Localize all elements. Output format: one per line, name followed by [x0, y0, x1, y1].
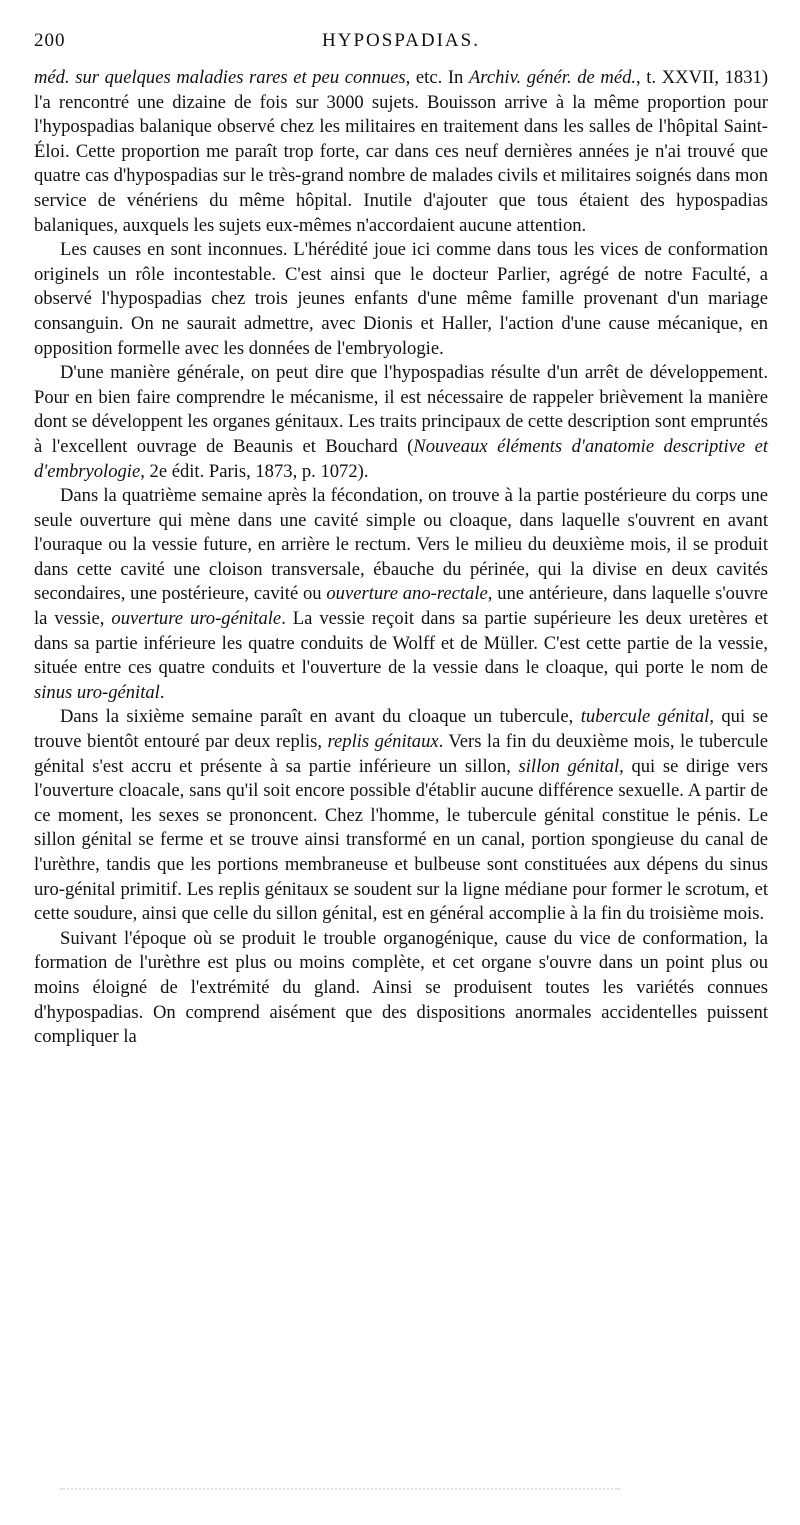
paragraph	[34, 238, 768, 361]
italic-text: ouverture uro-génitale	[111, 608, 282, 630]
text-run: , une antérieure, dans laquelle s'ouvre la vessie,	[34, 583, 769, 630]
italic-text: Nouveaux éléments d'anatomie descriptive et d'embryologie	[34, 435, 768, 482]
paragraph	[34, 361, 768, 484]
paragraph	[34, 66, 768, 238]
paragraph	[34, 927, 768, 1050]
page-number: 200	[34, 30, 66, 51]
text-run: Suivant l'époque où se produit le trouble organogénique, cause du vice de conformation, la formation de l'urèthre est plus ou moins complète, et cet organe s'ouvre dans un point plus ou moins éloigné de l'extrémité du gland. Ainsi se produisent toutes les variétés connues d'hypospadias. On comprend aisément que des dispositions anormales accidentelles puissent compliquer la	[34, 927, 768, 1048]
bleed-through-marks	[60, 1488, 620, 1494]
italic-text: tubercule génital	[580, 706, 710, 728]
text-run: , qui se dirige vers l'ouverture cloacale, sans qu'il soit encore possible d'établir aucune différence sexuelle. A partir de ce moment, les sexes se prononcent. Chez l'homme, le tubercule génital constitue le pénis. Le sillon génital se ferme et se trouve ainsi transformé en un canal, portion spongieuse du canal de l'urèthre, tandis que les portions membraneuse et bulbeuse sont constituées aux dépens du sinus uro-génital primitif. Les replis génitaux se soudent sur la ligne médiane pour former le scrotum, et cette soudure, ainsi que celle du sillon génital, est en général accomplie à la fin du troisième mois.	[34, 755, 768, 925]
text-run: . Vers la fin du deuxième mois, le tubercule génital s'est accru et présente à sa partie inférieure un sillon,	[34, 731, 768, 777]
text-run: D'une manière générale, on peut dire que l'hypospadias résulte d'un arrêt de développement. Pour en bien faire comprendre le mécanisme, il est nécessaire de rappeler brièvement la manière dont se développent les organes génitaux. Les traits principaux de cette description sont empruntés à l'excellent ouvrage de Beaunis et Bouchard (	[34, 362, 768, 457]
text-run: . La vessie reçoit dans sa partie supérieure les deux uretères et dans sa partie inférieure les quatre conduits de Wolff et de Müller. C'est cette partie de la vessie, située entre ces quatre conduits et l'ouverture de la vessie dans le cloaque, qui porte le nom de	[34, 608, 768, 679]
text-run: Dans la sixième semaine paraît en avant du cloaque un tubercule,	[60, 706, 581, 728]
paragraph	[34, 705, 768, 926]
italic-text: ouverture ano-rectale	[326, 583, 488, 605]
italic-text: méd. sur quelques maladies rares et peu connues	[34, 67, 406, 88]
text-run: , 2e édit. Paris, 1873, p. 1072).	[140, 460, 369, 482]
italic-text: Archiv. génér. de méd.	[468, 67, 637, 88]
italic-text: replis génitaux	[327, 731, 439, 753]
running-title: HYPOSPADIAS.	[322, 30, 480, 51]
text-run: Les causes en sont inconnues. L'hérédité joue ici comme dans tous les vices de conformation originels un rôle incontestable. C'est ainsi que le docteur Parlier, agrégé de notre Faculté, a observé l'hypospadias chez trois jeunes enfants d'une même famille provenant d'un mariage consanguin. On ne saurait admettre, avec Dionis et Haller, l'action d'une cause mécanique, en opposition formelle avec les données de l'embryologie.	[34, 239, 768, 359]
book-page	[34, 30, 768, 1050]
text-run: , etc. In	[405, 67, 469, 88]
italic-text: sinus uro-génital	[34, 681, 160, 703]
paragraph	[34, 484, 768, 705]
body-text	[34, 66, 768, 1050]
text-run: , qui se trouve bientôt entouré par deux replis,	[34, 706, 769, 753]
text-run: Dans la quatrième semaine après la fécondation, on trouve à la partie postérieure du corps une seule ouverture qui mène dans une cavité simple ou cloaque, dans laquelle s'ouvrent en avant l'ouraque ou la vessie future, en arrière le rectum. Vers le milieu du deuxième mois, il se produit dans cette cavité une cloison transversale, ébauche du périnée, qui la divise en deux cavités secondaires, une postérieure, cavité ou	[34, 485, 768, 605]
italic-text: sillon génital	[518, 755, 620, 777]
page-header	[34, 30, 768, 60]
text-run: , t. XXVII, 1831) l'a rencontré une dizaine de fois sur 3000 sujets. Bouisson arrive à la même proportion pour l'hypospadias balanique observé chez les militaires en traitement dans les salles de l'hôpital Saint-Éloi. Cette proportion me paraît trop forte, car dans ces neuf dernières années je n'ai trouvé que quatre cas d'hypospadias sur le très-grand nombre de malades civils et militaires soignés dans mon service de vénériens du même hôpital. Inutile d'ajouter que tous étaient des hypospadias balaniques, auxquels les sujets eux-mêmes n'accordaient aucune attention.	[34, 67, 769, 236]
text-run: .	[159, 681, 165, 703]
